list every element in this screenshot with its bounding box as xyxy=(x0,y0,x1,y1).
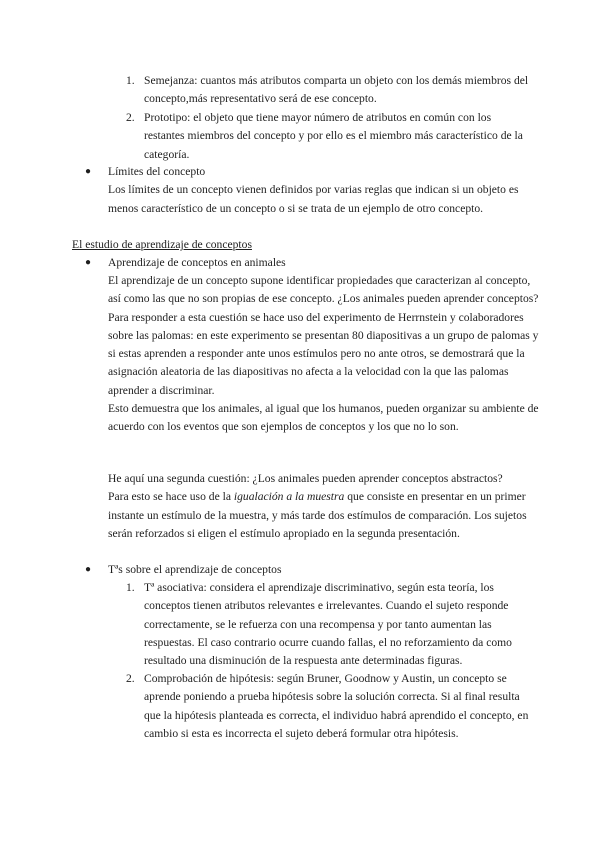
bullet-animales xyxy=(85,254,538,272)
paragraph: Para esto se hace uso de la igualación a la muestra que consiste en presentar en un primer instante un estímulo de la muestra, y más tarde dos estímulos de comparación. Los sujetos serán reforzados si eligen el estímulo apropiado en la segunda presentación. xyxy=(108,490,527,540)
list-number: 1. xyxy=(126,74,135,87)
list-number: 1. xyxy=(126,581,135,594)
list-item-hipotesis xyxy=(126,670,534,743)
list-item-asociativa xyxy=(126,579,534,670)
list-item-text: Semejanza: cuantos más atributos comparta un objeto con los demás miembros del concepto,más representativo será de ese concepto. xyxy=(144,74,529,106)
paragraph: Para responder a esta cuestión se hace uso del experimento de Herrnstein y colaboradores sobre las palomas: en este experimento se presentan 80 diapositivas a un grupo de palomas y si estas aprenden a responder ante unos estímulos pero no ante otros, se demostrará que la asignación aleatoria de las diapositivas no afecta a la velocidad con la que las palomas aprender a discriminar. xyxy=(108,310,539,397)
list-item-text: Comprobación de hipótesis: según Bruner, Goodnow y Austin, un concepto se aprende poniendo a prueba hipótesis sobre la solución correcta. Si al final resulta que la hipótesis planteada es correcta, el individuo habrá aprendido el concepto, en cambio si esta es incorrecta el sujeto deberá formular otra hipótesis. xyxy=(144,672,529,740)
paragraph: Los límites de un concepto vienen definidos por varias reglas que indican si un objeto es menos característico de un concepto o si se trata de un ejemplo de otro concepto. xyxy=(108,183,519,215)
animales-body-2 xyxy=(108,470,540,543)
bullet-title: Tªs sobre el aprendizaje de conceptos xyxy=(108,563,282,576)
bullet-title: Límites del concepto xyxy=(108,165,206,178)
list-item-text: Prototipo: el objeto que tiene mayor número de atributos en común con los restantes miembros del concepto y por ello es el miembro más característico de la categoría. xyxy=(144,111,523,161)
list-number: 2. xyxy=(126,672,135,685)
list-item-prototipo xyxy=(126,109,534,164)
bullet-icon: ● xyxy=(85,257,92,268)
bullet-icon: ● xyxy=(85,564,92,575)
list-number: 2. xyxy=(126,111,135,124)
bullet-title: Aprendizaje de conceptos en animales xyxy=(108,256,286,269)
paragraph: Esto demuestra que los animales, al igual que los humanos, pueden organizar su ambiente de acuerdo con los eventos que son ejemplos de conceptos y los que no lo son. xyxy=(108,402,539,434)
bullet-teorias xyxy=(85,561,538,579)
paragraph: He aquí una segunda cuestión: ¿Los animales pueden aprender conceptos abstractos? xyxy=(108,472,503,485)
animales-body xyxy=(108,272,540,437)
bullet-limites xyxy=(85,163,538,218)
list-item-text: Tª asociativa: considera el aprendizaje discriminativo, según esta teoría, los conceptos tienen atributos relevantes e irrelevantes. Cuando el sujeto responde correctamente, se le refuerza con una recompensa y por tanto aumentan las respuestas. El caso contrario ocurre cuando fallas, el no reforzamiento da como resultado una disminución de la respuesta ante determinadas figuras. xyxy=(144,581,512,668)
section-heading: El estudio de aprendizaje de conceptos xyxy=(72,238,252,251)
bullet-icon: ● xyxy=(85,166,92,177)
paragraph: El aprendizaje de un concepto supone identificar propiedades que caracterizan al concepto, así como las que no son propias de ese concepto. ¿Los animales pueden aprender conceptos? xyxy=(108,274,539,306)
list-item-semejanza xyxy=(126,72,534,109)
emphasis-term: igualación a la muestra xyxy=(233,490,345,504)
